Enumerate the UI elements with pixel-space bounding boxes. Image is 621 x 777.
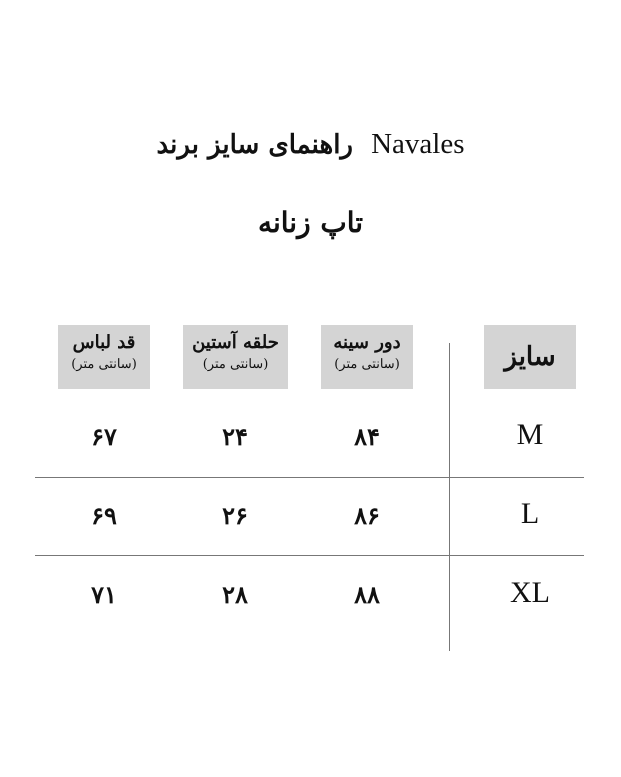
page-title (0, 128, 621, 161)
length-cell: ۶۷ (91, 422, 117, 451)
header-length (58, 325, 150, 389)
header-armhole-label: حلقه آستین (192, 332, 279, 353)
header-size (484, 325, 576, 389)
header-chest-unit: (سانتی متر) (334, 357, 400, 372)
length-cell: ۶۹ (91, 501, 117, 530)
chest-cell: ۸۶ (354, 501, 380, 530)
size-cell: XL (510, 576, 550, 609)
header-armhole-unit: (سانتی متر) (202, 357, 269, 372)
column-divider (449, 343, 450, 651)
armhole-cell: ۲۴ (222, 422, 248, 451)
header-armhole (183, 325, 288, 389)
chest-cell: ۸۸ (354, 580, 380, 609)
header-chest-label: دور سینه (333, 332, 401, 353)
chest-cell: ۸۴ (354, 422, 380, 451)
size-cell: L (520, 497, 540, 530)
header-size-label: سایز (504, 342, 556, 372)
header-length-label: قد لباس (72, 332, 136, 353)
size-cell: M (516, 418, 544, 451)
row-divider (35, 555, 584, 556)
title-text: راهنمای سایز برند (156, 130, 353, 160)
armhole-cell: ۲۸ (222, 580, 248, 609)
product-title: تاپ زنانه (257, 206, 364, 239)
armhole-cell: ۲۶ (222, 501, 248, 530)
header-length-unit: (سانتی متر) (71, 357, 137, 372)
header-chest (321, 325, 413, 389)
length-cell: ۷۱ (91, 580, 117, 609)
row-divider (35, 477, 584, 478)
brand-name: Navales (371, 128, 465, 160)
